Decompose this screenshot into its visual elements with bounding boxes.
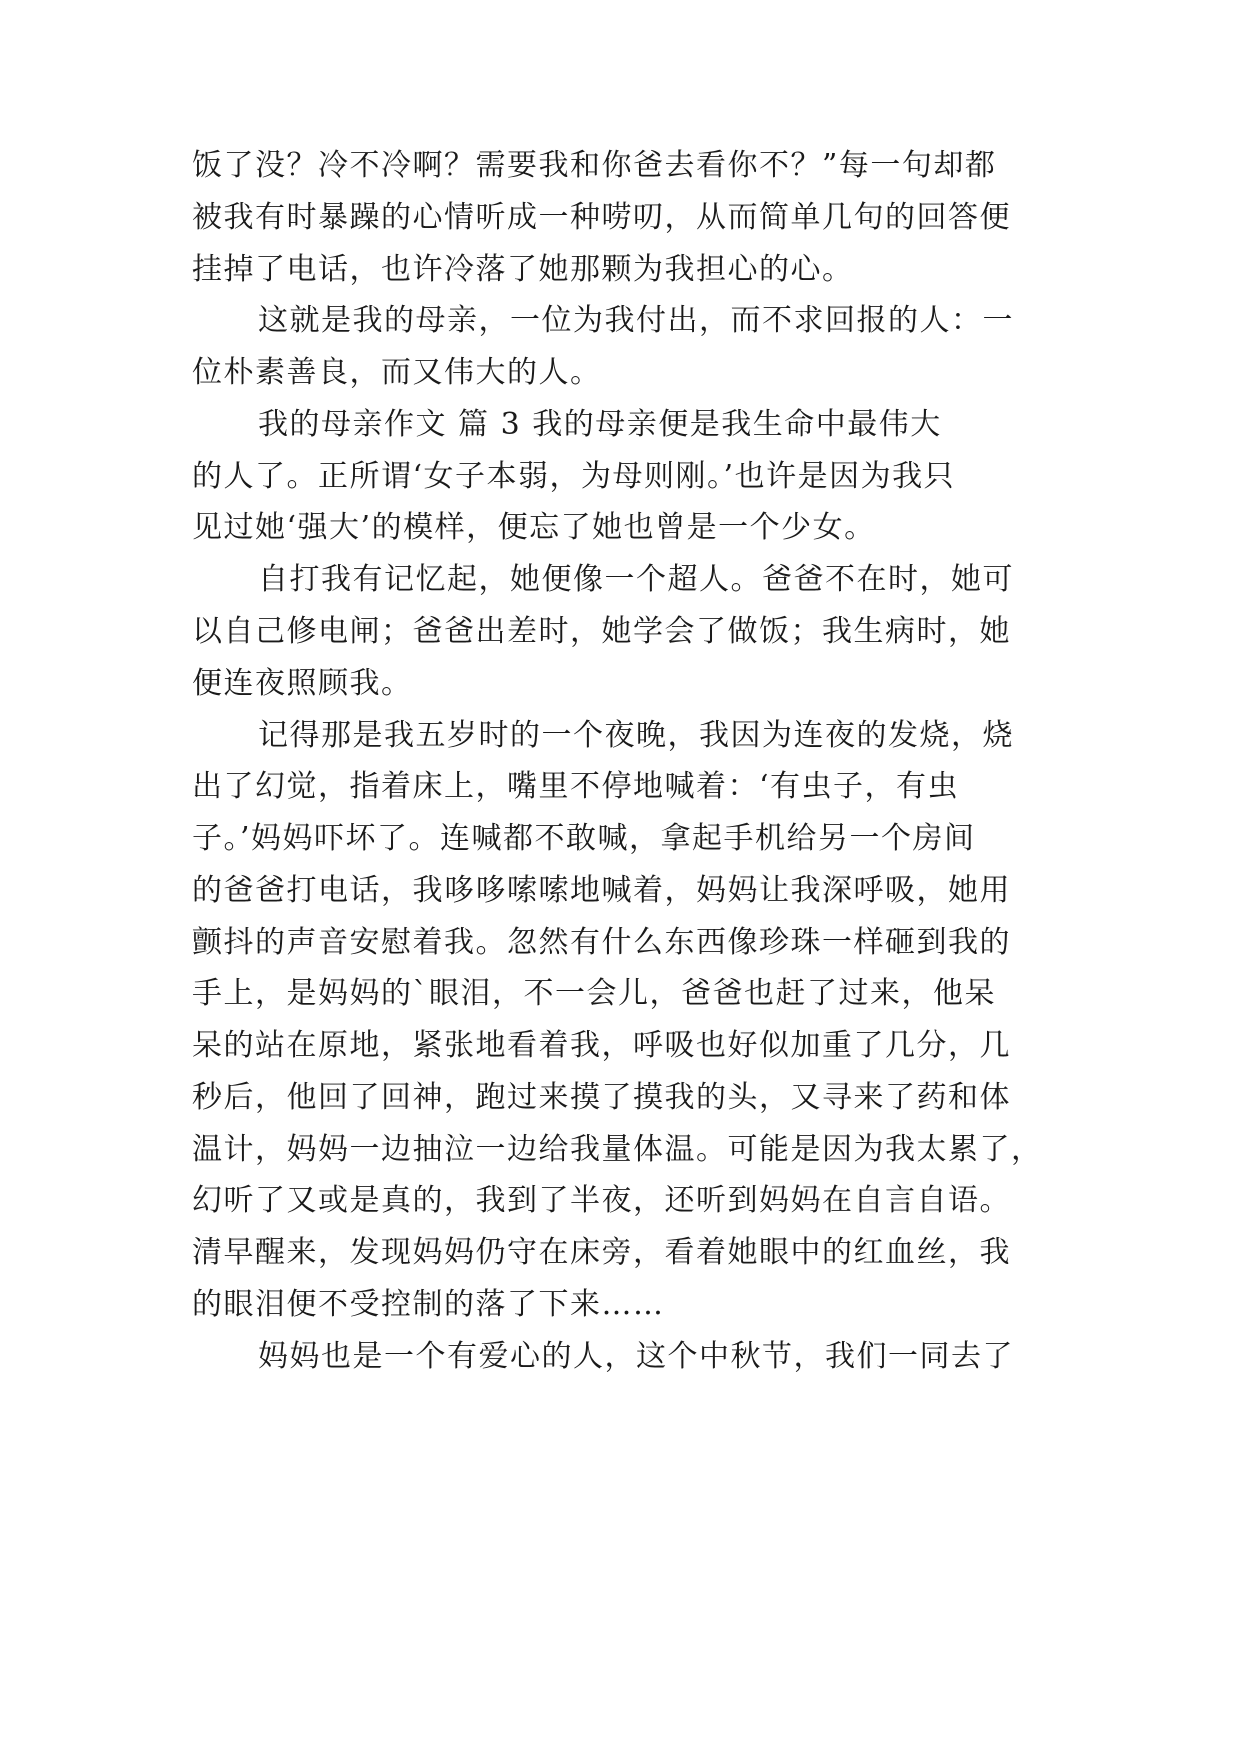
text-line: 幻听了又或是真的，我到了半夜，还听到妈妈在自言自语。 xyxy=(192,1183,1011,1218)
paragraph-start-line: 自打我有记忆起，她便像一个超人。爸爸不在时，她可 xyxy=(258,562,1014,597)
text-line: 温计，妈妈一边抽泣一边给我量体温。可能是因为我太累了， xyxy=(192,1132,1043,1167)
text-line: 清早醒来，发现妈妈仍守在床旁，看着她眼中的红血丝，我 xyxy=(192,1235,1011,1270)
text-line: 见过她‘强大’的模样，便忘了她也曾是一个少女。 xyxy=(192,510,876,545)
section-heading-line: 我的母亲作文 篇 3 我的母亲便是我生命中最伟大 xyxy=(258,407,942,442)
text-line: 秒后，他回了回神，跑过来摸了摸我的头，又寻来了药和体 xyxy=(192,1080,1011,1115)
text-line: 的人了。正所谓‘女子本弱，为母则刚。’也许是因为我只 xyxy=(192,459,956,494)
text-line: 颤抖的声音安慰着我。忽然有什么东西像珍珠一样砸到我的 xyxy=(192,925,1011,960)
text-line: 出了幻觉，指着床上，嘴里不停地喊着：‘有虫子，有虫 xyxy=(192,769,960,804)
text-line: 呆的站在原地，紧张地看着我，呼吸也好似加重了几分，几 xyxy=(192,1028,1011,1063)
text-line: 以自己修电闸；爸爸出差时，她学会了做饭；我生病时，她 xyxy=(192,614,1011,649)
text-line: 被我有时暴躁的心情听成一种唠叨，从而简单几句的回答便 xyxy=(192,200,1011,235)
text-line: 位朴素善良，而又伟大的人。 xyxy=(192,355,602,390)
text-line: 的眼泪便不受控制的落了下来…… xyxy=(192,1287,665,1322)
paragraph-start-line: 记得那是我五岁时的一个夜晚，我因为连夜的发烧，烧 xyxy=(258,718,1014,753)
paragraph-start-line: 妈妈也是一个有爱心的人，这个中秋节，我们一同去了 xyxy=(258,1339,1014,1374)
paragraph-start-line: 这就是我的母亲，一位为我付出，而不求回报的人：一 xyxy=(258,303,1014,338)
text-line: 挂掉了电话，也许冷落了她那颗为我担心的心。 xyxy=(192,252,854,287)
text-line: 饭了没？冷不冷啊？需要我和你爸去看你不？”每一句却都 xyxy=(192,148,997,183)
text-line: 的爸爸打电话，我哆哆嗦嗦地喊着，妈妈让我深呼吸，她用 xyxy=(192,873,1011,908)
text-line: 手上，是妈妈的`眼泪，不一会儿，爸爸也赶了过来，他呆 xyxy=(192,976,996,1011)
text-line: 子。’妈妈吓坏了。连喊都不敢喊，拿起手机给另一个房间 xyxy=(192,821,976,856)
text-line: 便连夜照顾我。 xyxy=(192,666,413,701)
